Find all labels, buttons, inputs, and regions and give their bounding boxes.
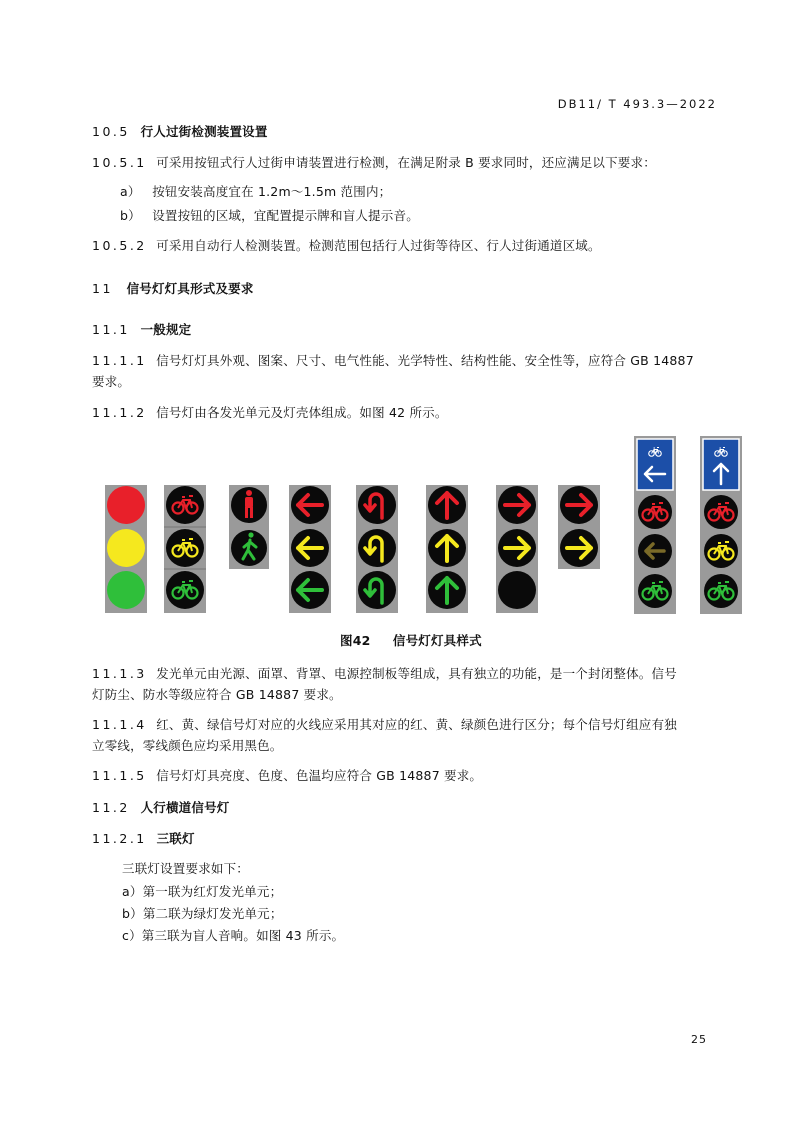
page-number: 25 [691, 1033, 707, 1046]
clause-text: 红、黄、绿信号灯对应的火线应采用其对应的红、黄、绿颜色进行区分；每个信号灯组应有独 [156, 717, 677, 732]
list-marker: a） [120, 184, 141, 199]
figure-caption [340, 633, 482, 649]
list-text: 第二联为绿灯发光单元； [142, 906, 283, 921]
list-text: 按钮安装高度宜在 1.2m～1.5m 范围内； [152, 184, 392, 199]
section-number: 11.2.1 [92, 831, 147, 846]
list-marker: b） [120, 208, 141, 223]
section-title: 一般规定 [140, 322, 192, 337]
clause-text: 发光单元由光源、面罩、背罩、电源控制板等组成，具有独立的功能，是一个封闭整体。信号 [156, 666, 677, 681]
signal-u-turn [356, 485, 398, 613]
intro-text: 三联灯设置要求如下： [122, 861, 250, 876]
list-text: 第三联为盲人音响。如图 43 所示。 [141, 928, 345, 943]
section-title: 行人过街检测装置设置 [140, 124, 268, 139]
list-marker: c） [122, 928, 142, 943]
section-title: 三联灯 [156, 831, 195, 846]
red-lens [107, 486, 145, 524]
clause-number: 11.1.3 [92, 666, 147, 681]
clause-number: 10.5.2 [92, 238, 147, 253]
off-lens [498, 571, 536, 609]
clause-number: 11.1.5 [92, 768, 147, 783]
signal-full-ball [105, 485, 147, 613]
list-item-c [122, 928, 344, 944]
signal-arrow-left [289, 485, 331, 613]
section-title: 信号灯灯具形式及要求 [126, 281, 254, 296]
clause-text: 信号灯由各发光单元及灯壳体组成。如图 42 所示。 [156, 405, 448, 420]
section-title: 人行横道信号灯 [140, 800, 230, 815]
heading-11-2-1 [92, 831, 195, 847]
signal-bicycle-sign-left [634, 436, 676, 614]
signal-bicycle [164, 485, 206, 613]
heading-11-2 [92, 800, 229, 816]
section-number: 10.5 [92, 124, 130, 139]
clause-11-1-4 [92, 717, 677, 733]
yellow-lens [107, 529, 145, 567]
section-number: 11 [92, 281, 113, 296]
list-marker: a） [122, 884, 143, 899]
signal-pedestrian [229, 485, 269, 569]
signal-arrow-right-three [496, 485, 538, 613]
clause-11-1-1-cont: 要求。 [92, 374, 131, 389]
clause-11-1-4-cont: 立零线，零线颜色应均采用黑色。 [92, 738, 283, 753]
list-text: 第一联为红灯发光单元； [142, 884, 283, 899]
list-text: 设置按钮的区域，宜配置提示牌和盲人提示音。 [152, 208, 419, 223]
clause-text: 可采用自动行人检测装置。检测范围包括行人过街等待区、行人过街通道区域。 [156, 238, 601, 253]
clause-11-1-3-cont: 灯防尘、防水等级应符合 GB 14887 要求。 [92, 687, 342, 702]
green-lens [107, 571, 145, 609]
clause-11-1-3 [92, 666, 677, 682]
signal-bicycle-sign-up [700, 436, 742, 614]
signal-arrow-right-two [558, 485, 600, 569]
section-number: 11.1 [92, 322, 130, 337]
section-number: 11.2 [92, 800, 130, 815]
document-code: DB11/ T 493.3—2022 [557, 97, 717, 111]
clause-number: 11.1.4 [92, 717, 147, 732]
clause-number: 11.1.1 [92, 353, 147, 368]
clause-text: 信号灯灯具外观、图案、尺寸、电气性能、光学特性、结构性能、安全性等，应符合 GB 14887 [156, 353, 694, 368]
blue-sign-panel [637, 439, 673, 490]
clause-number: 11.1.2 [92, 405, 147, 420]
signal-arrow-up [426, 485, 468, 613]
clause-text: 信号灯灯具亮度、色度、色温均应符合 GB 14887 要求。 [156, 768, 483, 783]
clause-text: 可采用按钮式行人过街申请装置进行检测，在满足附录 B 要求同时，还应满足以下要求： [156, 155, 656, 170]
figure-title: 信号灯灯具样式 [392, 633, 482, 648]
list-item-b [122, 906, 283, 922]
list-marker: b） [122, 906, 143, 921]
list-item-a [122, 884, 282, 900]
clause-11-1-5 [92, 768, 482, 784]
clause-number: 10.5.1 [92, 155, 147, 170]
figure-number: 图42 [340, 633, 371, 648]
